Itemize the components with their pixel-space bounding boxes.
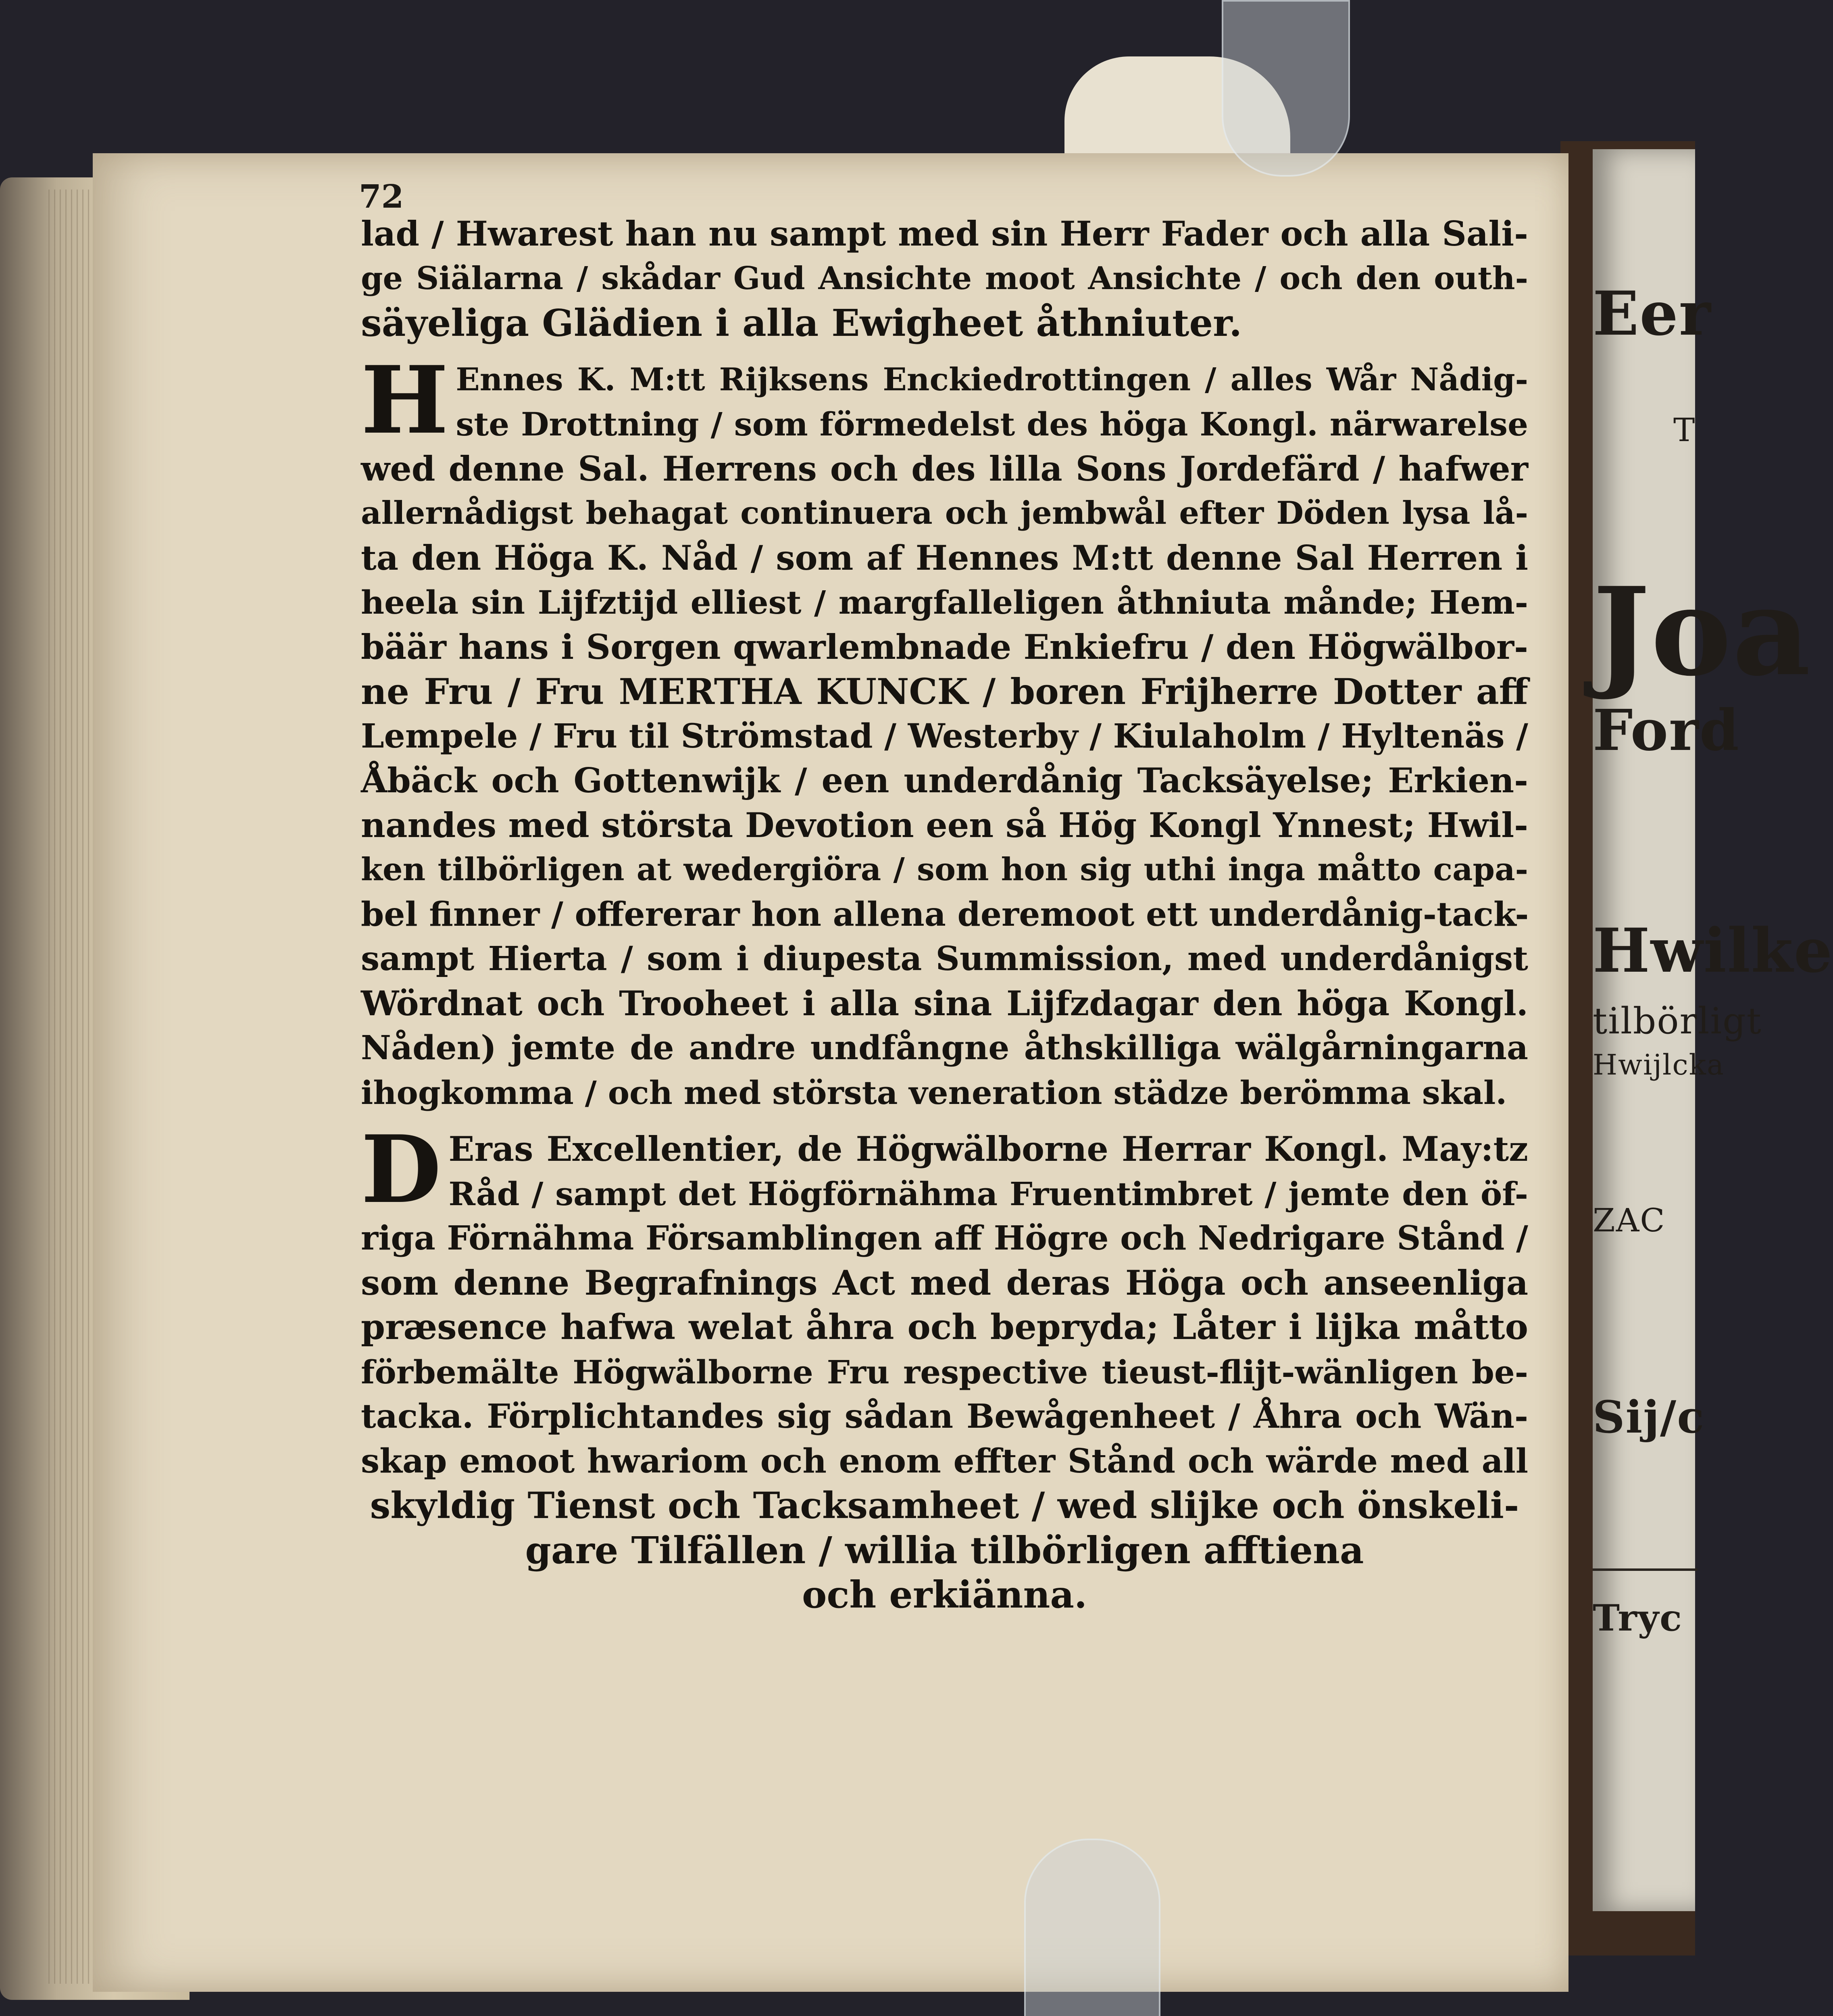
closing-line: skyldig Tienst och Tacksamheet / wed slijke och önskeli- [370, 1484, 1519, 1527]
text-line: præsence hafwa welat åhra och beprydа; Låter i lijka måtto [361, 1307, 1528, 1347]
page-text [361, 212, 1528, 1617]
text-line: ken tilbörligen at wedergiöra / som hon sig uthi inga måtto capa- [361, 851, 1528, 888]
drop-cap: H [361, 346, 449, 455]
text-line: nandes med största Devotion een så Hög Kongl Ynnest; Hwil- [361, 805, 1528, 845]
text-line: bel finner / offererar hon allena deremoot ett underdånig-tack- [361, 895, 1529, 934]
drop-cap: D [361, 1115, 442, 1224]
text-line: lad / Hwarest han nu sampt med sin Herr Fader och alla Sali- [361, 214, 1528, 254]
text-line: säyeliga Glädien i alla Ewigheet åthniuter. [361, 301, 1242, 345]
text-line: heela sin Lijfztijd elliest / margfalleligen åthniuta månde; Hem- [361, 583, 1528, 621]
text-line: Lempele / Fru til Strömstad / Westerby / Kiulaholm / Hyltenäs / [361, 716, 1528, 756]
facing-fragment: Eer [1593, 278, 1712, 349]
facing-fragment: Hwilke [1593, 915, 1833, 986]
text-line: skap emoot hwariom och enom effter Stånd och wärde med all [361, 1441, 1528, 1481]
text-line: ihogkomma / och med största veneration städze berömma skal. [361, 1073, 1507, 1112]
text-line: Åbäck och Gottenwijk / een underdånig Tacksäyelse; Erkien- [361, 760, 1528, 800]
facing-fragment: tilbörligt [1593, 1000, 1762, 1042]
text-line: Wördnat och Trooheet i alla sina Lijfzdagar den höga Kongl. [361, 983, 1528, 1023]
paragraph [361, 346, 1529, 1115]
text-line: ta den Höga K. Nåd / som af Hennes M:tt denne Sal Herren i [361, 537, 1528, 578]
text-line: ste Drottning / som förmedelst des höga Kongl. närwarelse [456, 405, 1528, 443]
facing-page [1593, 149, 1833, 1911]
closing-line: gare Tilfällen / willia tilbörligen afftiena [525, 1528, 1364, 1572]
facing-fragment: Ford [1593, 698, 1740, 764]
page-number: 72 [359, 177, 404, 215]
text-line: Ennes K. M:tt Rijksens Enckiedrottingen / alles Wår Nådig- [456, 361, 1528, 398]
text-line: ne Fru / Fru MERTHA KUNCK / boren Frijherre Dotter aff [361, 671, 1528, 712]
text-line: bäär hans i Sorgen qwarlembnade Enkiefru / den Högwälbor- [361, 627, 1528, 667]
closing-line: och erkiänna. [802, 1573, 1087, 1616]
paragraph [361, 1115, 1528, 1483]
text-line: Råd / sampt det Högförnähma Fruentimbret / jemte den öf- [448, 1175, 1528, 1213]
facing-fragment: Sij/c [1593, 1391, 1705, 1443]
text-line: som denne Begrafnings Act med deras Höga och anseenliga [361, 1262, 1528, 1303]
text-line: Nåden) jemte de andre undfångne åthskilliga wälgårningarna [361, 1029, 1528, 1067]
page-holder-clip [1024, 1839, 1160, 2016]
text-line: sampt Hierta / som i diupesta Summission, med underdånigst [361, 939, 1528, 978]
text-line: förbemälte Högwälborne Fru respective tieust-flijt-wänligen be- [361, 1353, 1528, 1391]
text-line: wed denne Sal. Herrens och des lilla Sons Jordefärd / hafwer [361, 448, 1528, 489]
facing-fragment: T [1673, 411, 1696, 449]
page-holder-clip [1222, 0, 1350, 177]
facing-fragment: Tryc [1593, 1597, 1683, 1639]
facing-rule [1593, 1568, 1698, 1571]
text-line: allernådigst behagat continuera och jembwål efter Döden lysa lå- [361, 495, 1528, 531]
text-line: Eras Excellentier, de Högwälborne Herrar Kongl. May:tz [448, 1129, 1528, 1169]
facing-fragment: Hwijlcka [1593, 1048, 1725, 1081]
text-line: ge Siälarna / skådar Gud Ansichte moot Ansichte / och den outh- [361, 260, 1528, 297]
text-line: riga Förnähma Församblingen aff Högre och Nedrigare Stånd / [361, 1219, 1528, 1258]
facing-fragment: ZAC [1593, 1202, 1666, 1239]
facing-fragment: Joa [1593, 560, 1812, 703]
text-line: tacka. Förplichtandes sig sådan Bewågenheet / Åhra och Wän- [361, 1397, 1528, 1436]
